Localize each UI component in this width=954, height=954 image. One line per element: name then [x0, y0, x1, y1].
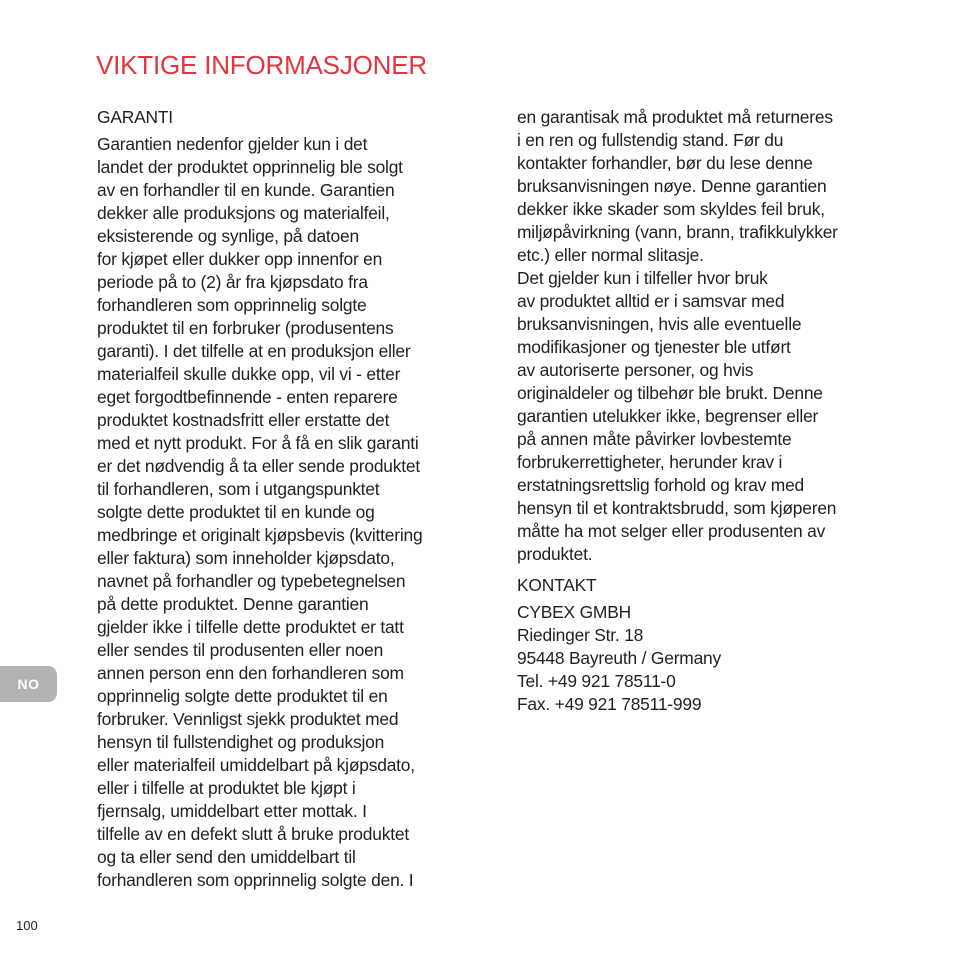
body-text-line: opprinnelig solgte dette produktet til en: [97, 686, 388, 706]
body-text-line: eget forgodtbefinnende - enten reparere: [97, 387, 398, 407]
body-text-line: av autoriserte personer, og hvis: [517, 360, 754, 380]
address-line: Tel. +49 921 78511-0: [517, 671, 676, 691]
body-text-line: av en forhandler til en kunde. Garantien: [97, 180, 395, 200]
body-text-line: solgte dette produktet til en kunde og: [97, 502, 375, 522]
body-text-line: forbrukerrettigheter, herunder krav i: [517, 452, 783, 472]
section-heading-kontakt: KONTAKT: [517, 575, 597, 595]
address-line: Fax. +49 921 78511-999: [517, 694, 702, 714]
body-text-line: produktet til en forbruker (produsentens: [97, 318, 394, 338]
body-text-line: av produktet alltid er i samsvar med: [517, 291, 785, 311]
body-text-line: miljøpåvirkning (vann, brann, trafikkulykker: [517, 222, 838, 242]
body-text-line: hensyn til et kontraktsbrudd, som kjøperen: [517, 498, 837, 518]
body-text-line: til forhandleren, som i utgangspunktet: [97, 479, 380, 499]
body-text-line: forhandleren som opprinnelig solgte: [97, 295, 367, 315]
body-text-line: modifikasjoner og tjenester ble utført: [517, 337, 791, 357]
body-text-line: dekker alle produksjons og materialfeil,: [97, 203, 390, 223]
body-text-line: erstatningsrettslig forhold og krav med: [517, 475, 805, 495]
company-name: CYBEX GMBH: [517, 602, 631, 622]
body-text-line: annen person enn den forhandleren som: [97, 663, 404, 683]
contact-address: [517, 624, 902, 716]
body-text-line: forbruker. Vennligst sjekk produktet med: [97, 709, 399, 729]
body-text-line: eksisterende og synlige, på datoen: [97, 226, 359, 246]
body-text-line: bruksanvisningen, hvis alle eventuelle: [517, 314, 802, 334]
body-text-line: for kjøpet eller dukker opp innenfor en: [97, 249, 383, 269]
body-text-line: medbringe et originalt kjøpsbevis (kvittering: [97, 525, 423, 545]
body-text-line: og ta eller send den umiddelbart til: [97, 847, 356, 867]
body-text-line: dekker ikke skader som skyldes feil bruk,: [517, 199, 825, 219]
body-text-line: i en ren og fullstendig stand. Før du: [517, 130, 784, 150]
body-text-line: Garantien nedenfor gjelder kun i det: [97, 134, 368, 154]
body-text-line: periode på to (2) år fra kjøpsdato fra: [97, 272, 368, 292]
body-text-line: på annen måte påvirker lovbestemte: [517, 429, 792, 449]
body-text-line: Det gjelder kun i tilfeller hvor bruk: [517, 268, 768, 288]
body-text-line: på dette produktet. Denne garantien: [97, 594, 369, 614]
page-number: 100: [16, 918, 38, 933]
body-text-line: landet der produktet opprinnelig ble solgt: [97, 157, 403, 177]
body-text-line: originaldeler og tilbehør ble brukt. Denne: [517, 383, 823, 403]
body-text-line: gjelder ikke i tilfelle dette produktet er tatt: [97, 617, 404, 637]
garanti-text-right: [517, 106, 902, 566]
body-text-line: garantien utelukker ikke, begrenser eller: [517, 406, 819, 426]
body-text-line: forhandleren som opprinnelig solgte den. I: [97, 870, 414, 890]
body-text-line: tilfelle av en defekt slutt å bruke produktet: [97, 824, 409, 844]
address-line: 95448 Bayreuth / Germany: [517, 648, 722, 668]
body-text-line: materialfeil skulle dukke opp, vil vi - etter: [97, 364, 401, 384]
body-text-line: måtte ha mot selger eller produsenten av: [517, 521, 826, 541]
body-text-line: er det nødvendig å ta eller sende produktet: [97, 456, 421, 476]
body-text-line: produktet.: [517, 544, 593, 564]
section-spacer: [517, 566, 902, 574]
body-text-line: eller i tilfelle at produktet ble kjøpt i: [97, 778, 356, 798]
page-title: VIKTIGE INFORMASJONER: [96, 50, 427, 80]
body-text-line: produktet kostnadsfritt eller erstatte det: [97, 410, 390, 430]
body-text-line: navnet på forhandler og typebetegnelsen: [97, 571, 406, 591]
garanti-text-left: [97, 133, 492, 892]
section-heading-garanti: GARANTI: [97, 107, 173, 127]
body-text-line: en garantisak må produktet må returneres: [517, 107, 833, 127]
body-text-line: etc.) eller normal slitasje.: [517, 245, 704, 265]
body-text-line: med et nytt produkt. For å få en slik garanti: [97, 433, 419, 453]
left-column: [97, 106, 492, 892]
language-tab: NO: [0, 666, 57, 702]
body-text-line: eller materialfeil umiddelbart på kjøpsdato,: [97, 755, 415, 775]
address-line: Riedinger Str. 18: [517, 625, 644, 645]
body-text-line: eller faktura) som inneholder kjøpsdato,: [97, 548, 395, 568]
body-text-line: bruksanvisningen nøye. Denne garantien: [517, 176, 827, 196]
body-text-line: fjernsalg, umiddelbart etter mottak. I: [97, 801, 367, 821]
right-column: [517, 106, 902, 716]
body-text-line: kontakter forhandler, bør du lese denne: [517, 153, 813, 173]
body-text-line: garanti). I det tilfelle at en produksjon eller: [97, 341, 411, 361]
body-text-line: eller sendes til produsenten eller noen: [97, 640, 384, 660]
body-text-line: hensyn til fullstendighet og produksjon: [97, 732, 385, 752]
